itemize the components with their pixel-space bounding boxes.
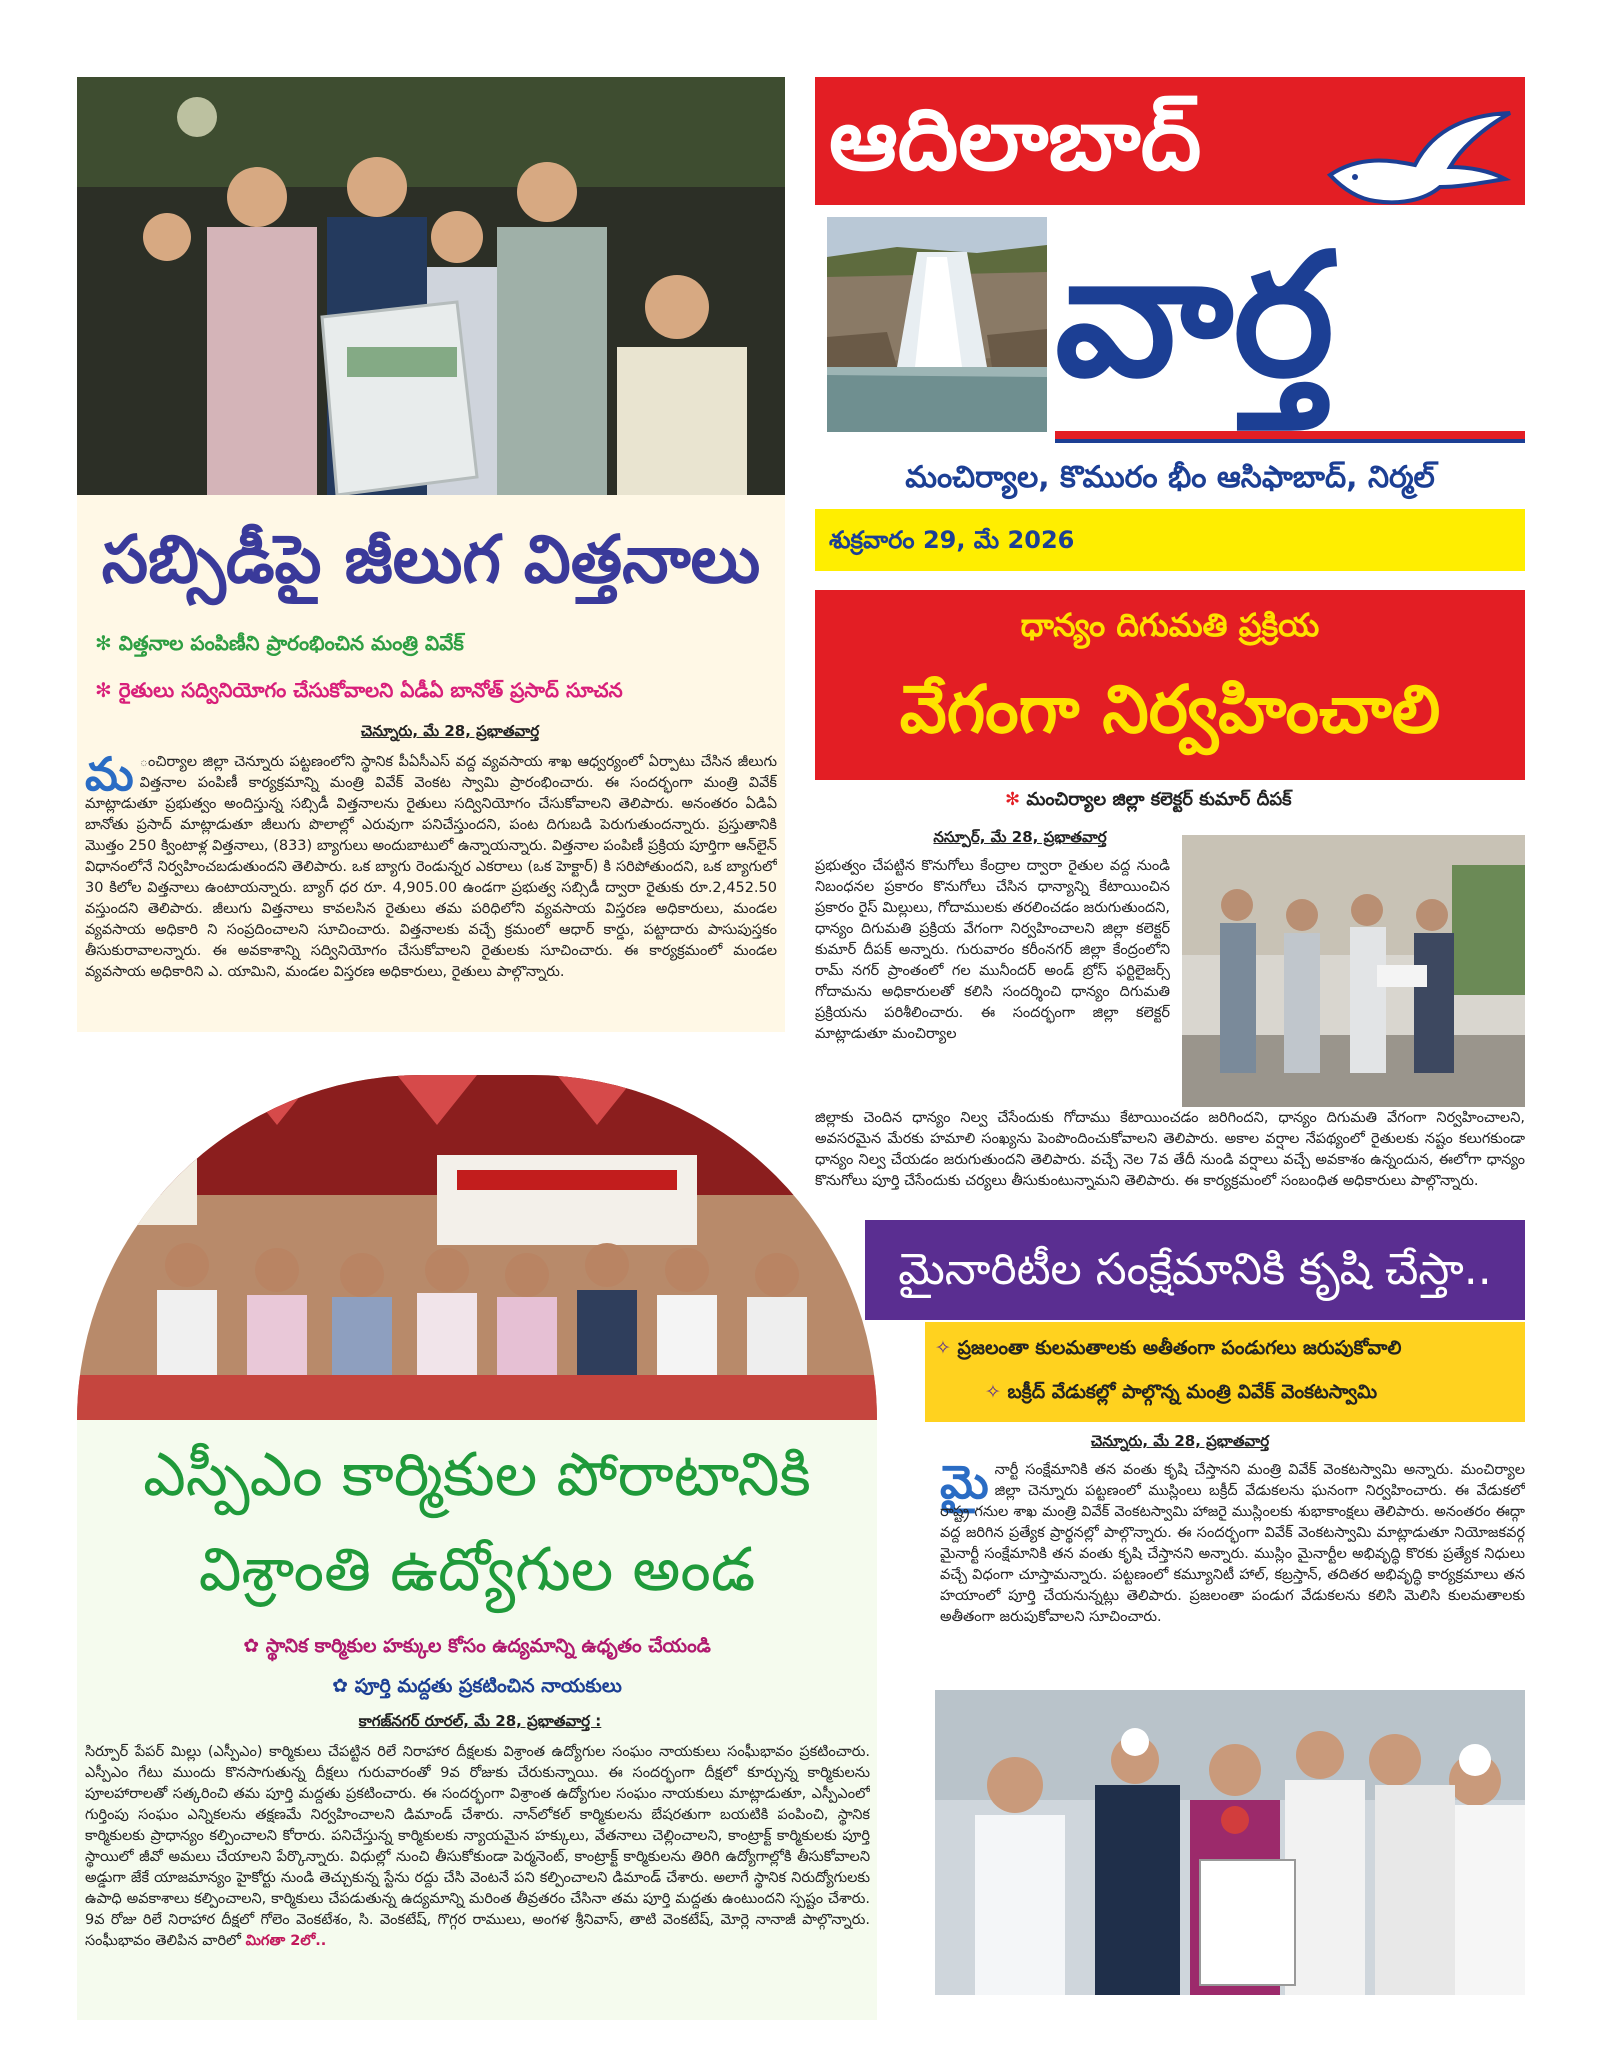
masthead-rule-blue: [1055, 439, 1525, 443]
story4-subhead-2: [77, 1670, 877, 1702]
story2-body-narrow-text: ప్రభుత్వం చేపట్టిన కొనుగోలు కేంద్రాల ద్వారా రైతుల వద్ద నుండి నిబంధనల ప్రకారం కొనుగోలు చేసిన ధాన్యాన్ని కేటాయించిన ప్రకారం రైస్ మిల్లులు, గోదాములకు తరలించడం జరుగుతుందని, ధాన్యం దిగుమతి ప్రక్రియ వేగంగా నిర్వహించాలని జిల్లా కలెక్టర్ కుమార్ దీపక్ అన్నారు. గురువారం కరీంనగర్ జిల్లా కేంద్రంలోని రామ్ నగర్ ప్రాంతంలో గల మునీందర్ అండ్ బ్రోస్ ఫర్టిలైజర్స్ గోదామను అధికారులతో కలిసి సందర్శించి ధాన్యం దిగుమతి ప్రక్రియను పరిశీలించారు. ఈ సందర్భంగా జిల్లా కలెక్టర్ మాట్లాడుతూ మంచిర్యాల: [815, 858, 1170, 1042]
story4-headline-2: విశ్రాంతి ఉద్యోగుల అండ: [198, 1535, 756, 1605]
story3-subhead-2: [985, 1372, 1525, 1412]
story3-body: [940, 1460, 1525, 1680]
story1-subhead-1: [95, 628, 785, 658]
waterfall-photo: [827, 217, 1047, 432]
bakrid-celebration-photo: [935, 1690, 1525, 1995]
story2-subhead: [1005, 785, 1525, 815]
diamond-icon: ✧: [935, 1337, 958, 1359]
story4-headline-1: ఎస్పీఎం కార్మికుల పోరాటానికి: [143, 1440, 811, 1510]
masthead: [815, 77, 1525, 572]
story2-dateline: నస్పూర్, మే 28, ప్రభాతవార్త: [933, 828, 1107, 846]
masthead-title-top: ఆదిలాబాద్: [829, 90, 1202, 190]
story1-body-text: ంచిర్యాల జిల్లా చెన్నూరు పట్టణంలోని స్థానిక పీఏసీఎస్ వద్ద వ్యవసాయ శాఖ ఆధ్వర్యంలో ఏర్పాటు చేసిన జీలుగు విత్తనాల పంపిణీ కార్యక్రమాన్ని మంత్రి వివేక్ వెంకట స్వామి ప్రారంభించారు. ఈ సందర్భంగా మంత్రి వివేక్ మాట్లాడుతూ ప్రభుత్వం అందిస్తున్న సబ్సిడీ విత్తనాలను రైతులు సద్వినియోగం చేసుకోవాలని తెలిపారు. అనంతరం ఏడిఏ బానోతు ప్రసాద్ మాట్లాడుతూ జీలుగు పొలాల్లో ఎరువుగా పనిచేస్తుందని, పంట దిగుబడి పెరుగుతుందన్నారు. ప్రస్తుతానికి మొత్తం 250 క్వింటాళ్ల విత్తనాలు, (833) బ్యాగులు అందుబాటులో ఉన్నాయన్నారు. విత్తనాల పంపిణీ ప్రక్రియ పూర్తిగా ఆన్‌లైన్ విధానంలోనే నిర్వహించబడుతుందని తెలిపారు. ఒక బ్యాగు రెండున్నర ఎకరాలు (ఒక హెక్టార్) కి సరిపోతుందని, ఒక బ్యాగులో 30 కిలోల విత్తనాలు ఉంటాయన్నారు. బ్యాగ్ ధర రూ. 4,905.00 ఉండగా ప్రభుత్వ సబ్సిడీ ద్వారా రైతుకు రూ.2,452.50 వస్తుందని తెలిపారు. జీలుగు విత్తనాలు కావలసిన రైతులు తమ పరిధిలోని వ్యవసాయ విస్తరణ అధికారులు, మండల వ్యవసాయ అధికారి ని సంప్రదించాలని సూచించారు. విత్తనాలకు వచ్చే క్రమంలో ఆధార్ కార్డు, పట్టాదారు పాసుపుస్తకం తీసుకురావాలన్నారు. ఈ అవకాశాన్ని సద్వినియోగం చేసుకోవాలని రైతులకు సూచించారు. ఈ కార్యక్రమంలో మండల వ్యవసాయ అధికారిని ఎ. యామిని, మండల విస్తరణ అధికారులు, రైతులు పాల్గొన్నారు.: [85, 754, 777, 980]
masthead-date: శుక్రవారం 29, మే 2026: [829, 526, 1075, 554]
asterisk-icon: ✻: [95, 631, 119, 655]
story3-dropcap: మై: [940, 1460, 989, 1509]
story2-body-narrow: [815, 856, 1170, 1108]
story1-subhead-1-text: విత్తనాల పంపిణీని ప్రారంభించిన మంత్రి వివేక్: [118, 631, 464, 655]
story4-subhead-1-text: స్థానిక కార్మికుల హక్కుల కోసం ఉద్యమాన్ని ఉధృతం చేయండి: [265, 1635, 711, 1657]
story1-subhead-2: [95, 675, 785, 705]
story2-body-wide-text: జిల్లాకు చెందిన ధాన్యం నిల్వ చేసేందుకు గోదాము కేటాయించడం జరిగిందని, ధాన్యం దిగుమతి వేగంగా నిర్వహించాలని, అవసరమైన మేరకు హమాలి సంఖ్యను పెంపొందించుకోవాలని తెలిపారు. అకాల వర్షాల నేపథ్యంలో రైతులకు నష్టం కలుగకుండా ధాన్యం నిల్వ చేయడం జరుగుతుందని తెలిపారు. వచ్చే నెల 7వ తేదీ నుండి వర్షాలు వచ్చే అవకాశం ఉన్నందున, ఈలోగా ధాన్యం కొనుగోలు పూర్తి చేసేందుకు చర్యలు తీసుకుంటున్నామని తెలిపారు. ఈ కార్యక్రమంలో సంబంధిత అధికారులు పాల్గొన్నారు.: [815, 1110, 1525, 1189]
story4-subhead-2-text: పూర్తి మద్దతు ప్రకటించిన నాయకులు: [354, 1675, 622, 1697]
seed-distribution-photo: [77, 77, 785, 495]
story1-subhead-2-text: రైతులు సద్వినియోగం చేసుకోవాలని ఏడీఏ బానోత్ ప్రసాద్ సూచన: [118, 678, 623, 702]
story3-subhead-2-text: బక్రీద్ వేడుకల్లో పాల్గొన్న మంత్రి వివేక్ వెంకటస్వామి: [1007, 1381, 1378, 1403]
asterisk-icon: ✻: [1005, 789, 1027, 810]
flower-icon: ✿: [332, 1675, 355, 1697]
masthead-rule: [1055, 431, 1525, 439]
diamond-icon: ✧: [985, 1381, 1008, 1403]
story3-headline: మైనారిటీల సంక్షేమానికి కృషి చేస్తా..: [898, 1244, 1492, 1295]
masthead-districts: మంచిర్యాల, కొమురం భీం ఆసిఫాబాద్, నిర్మల్: [905, 460, 1435, 495]
story3-body-text: నార్టీ సంక్షేమానికి తన వంతు కృషి చేస్తానని మంత్రి వివేక్ వెంకటస్వామి అన్నారు. మంచిర్యాల జిల్లా చెన్నూరు పట్టణంలో ముస్లింలు బక్రీద్ వేడుకలను ఘనంగా నిర్వహించారు. ఈ వేడుకలో రాష్ట్ర గనుల శాఖ మంత్రి వివేక్ వెంకటస్వామి హాజరై ముస్లింలకు శుభాకాంక్షలు తెలిపారు. అనంతరం ఈద్గా వద్ద జరిగిన ప్రత్యేక ప్రార్థనల్లో పాల్గొన్నారు. ఈ సందర్భంగా వివేక్ వెంకటస్వామి మాట్లాడుతూ నియోజకవర్గ మైనార్టీ సంక్షేమానికి తన వంతు కృషి చేస్తానని అన్నారు. ముస్లిం మైనార్టీల అభివృద్ధి కొరకు ప్రత్యేక నిధులు వచ్చే విధంగా చూస్తామన్నారు. పట్టణంలో కమ్యూనిటీ హాల్, కబ్రస్తాన్, తదితర అభివృద్ధి కార్యక్రమాలు తన హయాంలో పూర్తి చేయనున్నట్లు తెలిపారు. ప్రజలంతా పండుగ వేడుకలను కలిసి మెలిసి కులమతాలకు అతీతంగా జరుపుకోవాలని సూచించారు.: [940, 1462, 1525, 1625]
story4-continued-link[interactable]: మిగతా 2లో..: [245, 1933, 327, 1949]
story3-subhead-1-text: ప్రజలంతా కులమతాలకు అతీతంగా పండుగలు జరుపుకోవాలి: [957, 1337, 1402, 1359]
story3-dateline: చెన్నూరు, మే 28, ప్రభాతవార్త: [1090, 1432, 1270, 1450]
godown-inspection-photo: [1182, 835, 1525, 1107]
story4-dateline: కాగజ్‌నగర్ రూరల్, మే 28, ప్రభాతవార్త :: [358, 1712, 602, 1730]
story1-headline: సబ్సిడీపై జీలుగ విత్తనాలు: [101, 521, 761, 598]
story2-headline: వేగంగా నిర్వహించాలి: [899, 671, 1441, 748]
story2-subhead-text: మంచిర్యాల జిల్లా కలెక్టర్ కుమార్ దీపక్: [1026, 789, 1292, 810]
story4-subhead-1: [77, 1630, 877, 1662]
story4-body-text: సిర్పూర్ పేపర్ మిల్లు (ఎస్పీఎం) కార్మికులు చేపట్టిన రిలే నిరాహార దీక్షలకు విశ్రాంత ఉద్యోగుల సంఘం నాయకులు సంఘీభావం ప్రకటించారు. ఎస్పీఎం గేటు ముందు కొనసాగుతున్న దీక్షలు గురువారంతో 9వ రోజుకు చేరుకున్నాయి. ఈ సందర్భంగా దీక్షలో కూర్చున్న కార్మికులను పూలహారాలతో సత్కరించి తమ పూర్తి మద్దతు ప్రకటించారు. ఈ సందర్భంగా విశ్రాంత ఉద్యోగుల సంఘం నాయకులు మాట్లాడుతూ, ఎస్పీఎంలో గుర్తింపు సంఘం ఎన్నికలను తక్షణమే నిర్వహించాలని డిమాండ్ చేశారు. నాన్‌లోకల్ కార్మికులను బేషరతుగా బయటికి పంపించి, స్థానిక కార్మికులకు ప్రాధాన్యం కల్పించాలని కోరారు. పనిచేస్తున్న కార్మికులకు న్యాయమైన హక్కులు, వేతనాలు చెల్లించాలని, కాంట్రాక్ట్ కార్మికులకు పూర్తి స్థాయిలో జీవో అమలు చేయాలని పేర్కొన్నారు. విధుల్లో నుంచి తీసుకోకుండా పెర్మనెంట్, కాంట్రాక్ట్ కార్మికులను తిరిగి ఉద్యోగాల్లోకి తీసుకోవాలని అడ్డుగా జేకే యాజమాన్యం హైకోర్టు నుండి తెచ్చుకున్న స్టేను రద్దు చేసి వెంటనే పని కల్పించాలని డిమాండ్ చేశారు. అలాగే స్థానిక నిరుద్యోగులకు ఉపాధి అవకాశాలు కల్పించాలని, కార్మికులు చేపడుతున్న ఉద్యమాన్ని మరింత తీవ్రతరం చేసినా తమ పూర్తి మద్దతు ఉంటుందని స్పష్టం చేశారు. 9వ రోజు రిలే నిరాహార దీక్షలో గోలెం వెంకటేశం, సి. వెంకటేష్, గొగ్గర రాములు, అంగళ శ్రీనివాస్, తాటి వెంకటేష్, మోర్లె నానాజీ పాల్గొన్నారు. సంఘీభావం తెలిపిన వారిలో: [85, 1744, 870, 1949]
story1-body: [85, 752, 777, 1027]
story2-body-wide: [815, 1108, 1525, 1208]
hunger-strike-photo: [77, 1075, 877, 1420]
story4-body: [85, 1742, 870, 1992]
story1-dropcap: మ: [85, 752, 134, 801]
story1-dateline: చెన్నూరు, మే 28, ప్రభాతవార్త: [360, 722, 540, 740]
asterisk-icon: ✻: [95, 678, 119, 702]
story2-kicker: ధాన్యం దిగుమతి ప్రక్రియ: [1020, 606, 1320, 644]
flower-icon: ✿: [243, 1635, 266, 1657]
masthead-title-main: వార్త: [1055, 217, 1334, 415]
story3-subhead-1: [935, 1328, 1525, 1368]
